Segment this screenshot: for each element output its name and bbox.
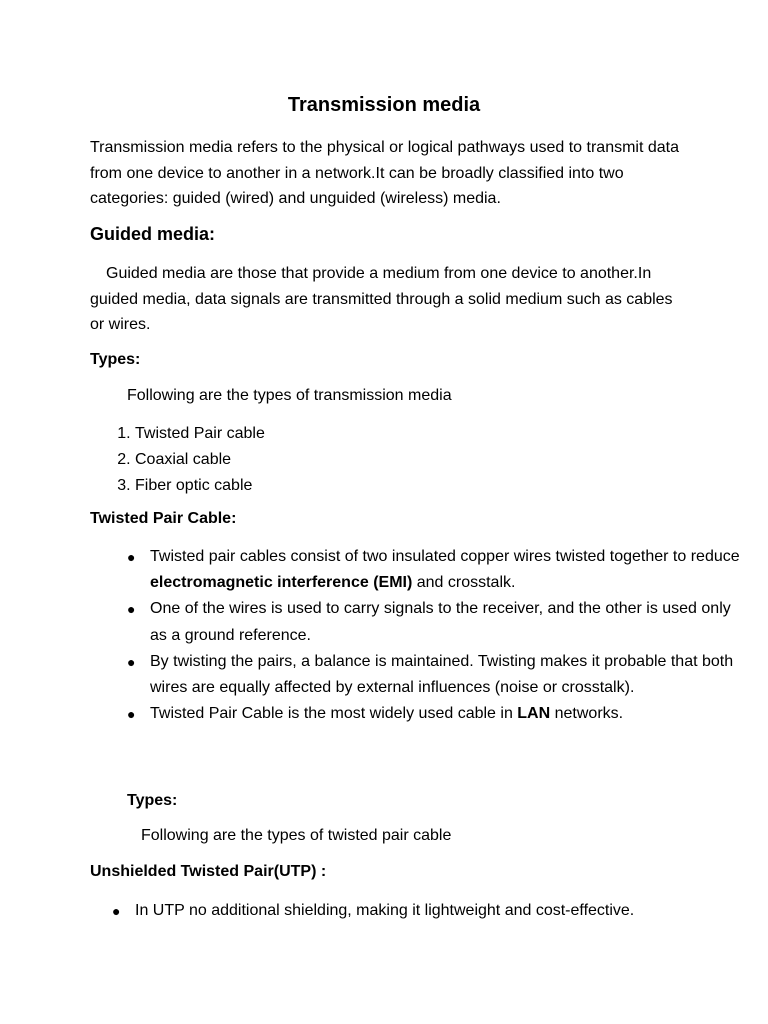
list-item xyxy=(127,544,740,596)
twisted-pair-types-label: Types: xyxy=(127,792,178,809)
list-item-text: In UTP no additional shielding, making it lightweight and cost-effective. xyxy=(135,902,635,919)
list-item-text: Twisted Pair Cable is the most widely used cable in xyxy=(150,705,518,723)
bullet-icon: ● xyxy=(127,549,136,565)
types-list xyxy=(90,421,265,498)
list-item-text: One of the wires is used to carry signals to the receiver, and the other is used only as a ground reference. xyxy=(150,600,731,644)
list-item-bold-text: electromagnetic interference (EMI) xyxy=(150,574,413,592)
intro-paragraph: Transmission media refers to the physical or logical pathways used to transmit data from one device to another in a network.It can be broadly classified into two categories: guided (wired) and unguided (wireless) media. xyxy=(90,139,680,207)
bullet-icon: ● xyxy=(127,706,136,723)
twisted-pair-types-intro: Following are the types of twisted pair cable xyxy=(141,827,452,844)
guided-media-paragraph: Guided media are those that provide a medium from one device to another.In guided media, data signals are transmitted through a solid medium such as cables or wires. xyxy=(90,265,673,333)
list-item-text: and crosstalk. xyxy=(412,574,516,592)
list-item-text: By twisting the pairs, a balance is maintained. Twisting makes it probable that both wires are equally affected by external influences (noise or crosstalk). xyxy=(150,652,734,697)
utp-list xyxy=(90,899,725,923)
list-item xyxy=(112,899,725,923)
list-item xyxy=(127,649,740,701)
twisted-pair-heading: Twisted Pair Cable: xyxy=(90,510,237,527)
list-item-text: networks. xyxy=(550,705,624,723)
list-item xyxy=(127,596,740,648)
list-item: 2. Coaxial cable xyxy=(135,447,265,473)
types-label: Types: xyxy=(90,351,141,368)
list-item-bold-text: LAN xyxy=(517,705,551,723)
bullet-icon: ● xyxy=(127,601,136,618)
list-item-text: Twisted pair cables consist of two insulated copper wires twisted together to reduce xyxy=(150,548,740,565)
bullet-icon: ● xyxy=(112,903,121,919)
utp-heading: Unshielded Twisted Pair(UTP) : xyxy=(90,863,327,880)
list-item: 1. Twisted Pair cable xyxy=(135,421,265,447)
list-item: 3. Fiber optic cable xyxy=(135,473,265,499)
types-intro: Following are the types of transmission media xyxy=(127,387,452,404)
document-title: Transmission media xyxy=(287,94,481,116)
guided-media-heading: Guided media: xyxy=(90,224,216,244)
list-item xyxy=(127,701,740,727)
twisted-pair-list xyxy=(90,544,740,727)
bullet-icon: ● xyxy=(127,653,136,670)
